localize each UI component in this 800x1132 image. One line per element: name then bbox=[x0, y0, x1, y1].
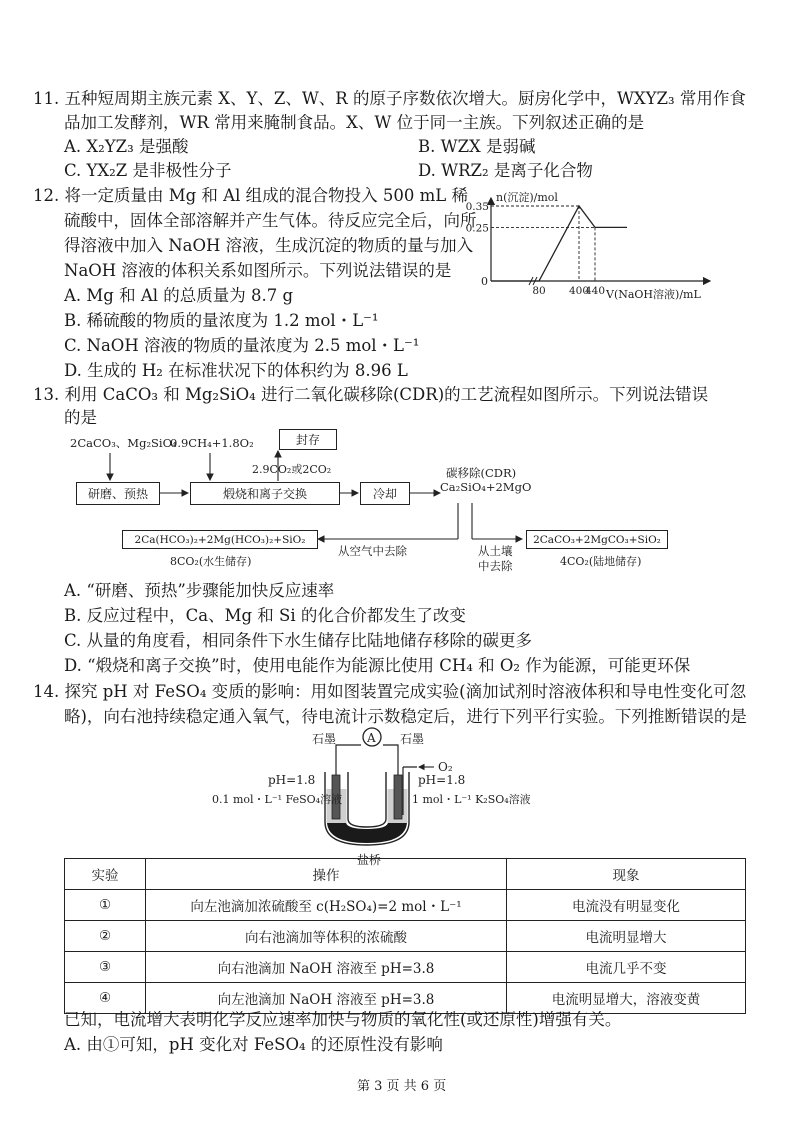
flow-land-label: 4CO₂(陆地储存) bbox=[560, 555, 642, 568]
q11-option-d: D. WRZ₂ 是离子化合物 bbox=[418, 161, 593, 180]
q13-stem-line1: 13. 利用 CaCO₃ 和 Mg₂SiO₄ 进行二氧化碳移除(CDR)的工艺流程如图所示。下列说法错误 bbox=[33, 385, 709, 404]
chart-origin: 0 bbox=[481, 275, 488, 288]
q14-note: 已知，电流增大表明化学反应速率加快与物质的氧化性(或还原性)增强有关。 bbox=[64, 1010, 622, 1029]
left-solution-label: 0.1 mol・L⁻¹ FeSO₄溶液 bbox=[212, 793, 343, 806]
table-cell: 电流明显增大，溶液变黄 bbox=[507, 983, 746, 1014]
right-solution-label: 1 mol・L⁻¹ K₂SO₄溶液 bbox=[412, 793, 531, 806]
ph-right-label: pH=1.8 bbox=[418, 773, 466, 787]
q14-option-a: A. 由①可知，pH 变化对 FeSO₄ 的还原性没有影响 bbox=[64, 1035, 443, 1054]
right-graphite-electrode bbox=[394, 775, 402, 819]
flow-water-box: 2Ca(HCO₃)₂+2Mg(HCO₃)₂+SiO₂ bbox=[122, 530, 318, 549]
page-footer: 第 3 页 共 6 页 bbox=[357, 1079, 447, 1094]
flow-cdr-label: 碳移除(CDR) bbox=[446, 466, 517, 480]
flow-soil-label-2: 中去除 bbox=[478, 559, 513, 573]
table-row bbox=[65, 890, 746, 921]
table-header-cell: 操作 bbox=[146, 859, 507, 890]
q13-option-a: A. “研磨、预热”步骤能加快反应速率 bbox=[64, 581, 335, 600]
table-header-row bbox=[65, 859, 746, 890]
flow-calcine-box: 煅烧和离子交换 bbox=[190, 482, 340, 505]
table-row bbox=[65, 952, 746, 983]
table-cell: 向左池滴加浓硫酸至 c(H₂SO₄)=2 mol・L⁻¹ bbox=[146, 890, 507, 921]
q12-option-a: A. Mg 和 Al 的总质量为 8.7 g bbox=[64, 286, 294, 305]
flow-storage-box: 封存 bbox=[279, 429, 337, 450]
flow-water-label: 8CO₂(水生储存) bbox=[170, 555, 252, 568]
flow-input-label: 2CaCO₃、Mg₂SiO₄ bbox=[70, 436, 177, 450]
q12-chart bbox=[465, 190, 720, 305]
q12-stem-line3: 得溶液中加入 NaOH 溶液，生成沉淀的物质的量与加入 bbox=[64, 236, 474, 255]
flow-land-box: 2CaCO₃+2MgCO₃+SiO₂ bbox=[526, 530, 668, 549]
q11-option-b: B. WZX 是弱碱 bbox=[418, 137, 536, 156]
table-cell: ② bbox=[65, 921, 146, 952]
salt-bridge bbox=[327, 823, 407, 843]
chart-series-line bbox=[491, 206, 627, 281]
ammeter-label: A bbox=[367, 731, 376, 745]
table-cell: 电流几乎不变 bbox=[507, 952, 746, 983]
salt-bridge-label: 盐桥 bbox=[357, 853, 382, 867]
table-cell: ④ bbox=[65, 983, 146, 1014]
q14-table bbox=[64, 858, 746, 1014]
o2-label: O₂ bbox=[438, 760, 453, 774]
table-header-cell: 实验 bbox=[65, 859, 146, 890]
flow-grind-box: 研磨、预热 bbox=[76, 482, 160, 505]
flow-co2-label: 2.9CO₂或2CO₂ bbox=[252, 463, 332, 476]
chart-y-tick-label: 0.35 bbox=[465, 201, 489, 213]
wire-right bbox=[383, 745, 398, 777]
q12-stem-line4: NaOH 溶液的体积关系如图所示。下列说法错误的是 bbox=[64, 261, 452, 280]
q13-option-b: B. 反应过程中，Ca、Mg 和 Si 的化合价都发生了改变 bbox=[64, 606, 466, 625]
flow-cool-box: 冷却 bbox=[360, 482, 410, 505]
flow-fuel-label: 0.9CH₄+1.8O₂ bbox=[170, 436, 254, 450]
table-cell: 向左池滴加 NaOH 溶液至 pH=3.8 bbox=[146, 983, 507, 1014]
q14-apparatus bbox=[212, 727, 542, 849]
q12-option-d: D. 生成的 H₂ 在标准状况下的体积约为 8.96 L bbox=[64, 361, 408, 380]
q12-stem-line2: 硫酸中，固体全部溶解并产生气体。待反应完全后，向所 bbox=[64, 211, 477, 230]
chart-y-tick-label: 0.25 bbox=[465, 222, 489, 235]
q11-option-c: C. YX₂Z 是非极性分子 bbox=[64, 161, 232, 180]
q11-stem-line2: 品加工发酵剂，WR 常用来腌制食品。X、W 位于同一主族。下列叙述正确的是 bbox=[64, 113, 645, 132]
q12-option-c: C. NaOH 溶液的物质的量浓度为 2.5 mol・L⁻¹ bbox=[64, 336, 420, 355]
q13-option-c: C. 从量的角度看，相同条件下水生储存比陆地储存移除的碳更多 bbox=[64, 631, 533, 650]
table-cell: 电流没有明显变化 bbox=[507, 890, 746, 921]
right-electrode-label: 石墨 bbox=[400, 732, 425, 746]
chart-xlabel: V(NaOH溶液)/mL bbox=[606, 288, 701, 301]
q14-stem-line1: 14. 探究 pH 对 FeSO₄ 变质的影响：用如图装置完成实验(滴加试剂时溶液体积和导电性变化可忽 bbox=[33, 682, 747, 701]
table-cell: 向右池滴加等体积的浓硫酸 bbox=[146, 921, 507, 952]
left-electrode-label: 石墨 bbox=[312, 732, 337, 746]
q14-stem-line2: 略)，向右池持续稳定通入氧气，待电流计示数稳定后，进行下列平行实验。下列推断错误的是 bbox=[64, 707, 747, 726]
q13-option-d: D. “煅烧和离子交换”时，使用电能作为能源比使用 CH₄ 和 O₂ 作为能源，可能更环保 bbox=[64, 656, 691, 675]
q12-option-b: B. 稀硫酸的物质的量浓度为 1.2 mol・L⁻¹ bbox=[64, 311, 379, 330]
table-cell: 向右池滴加 NaOH 溶液至 pH=3.8 bbox=[146, 952, 507, 983]
table-row bbox=[65, 983, 746, 1014]
table-header-cell: 现象 bbox=[507, 859, 746, 890]
chart-x-tick-label: 400 bbox=[568, 285, 590, 297]
q13-stem-line2: 的是 bbox=[64, 408, 97, 427]
chart-x-tick-label: 440 bbox=[584, 285, 606, 297]
table-cell: ③ bbox=[65, 952, 146, 983]
table-cell: 电流明显增大 bbox=[507, 921, 746, 952]
flow-air-label: 从空气中去除 bbox=[338, 544, 407, 558]
flow-cdr-product: Ca₂SiO₄+2MgO bbox=[440, 480, 532, 494]
chart-x-tick-label: 80 bbox=[532, 285, 546, 297]
ph-left-label: pH=1.8 bbox=[268, 773, 316, 787]
q11-option-a: A. X₂YZ₃ 是强酸 bbox=[64, 137, 189, 156]
q12-stem-line1: 12. 将一定质量由 Mg 和 Al 组成的混合物投入 500 mL 稀 bbox=[33, 186, 468, 205]
flow-soil-label-1: 从土壤 bbox=[478, 544, 513, 558]
chart-ylabel: n(沉淀)/mol bbox=[496, 191, 558, 204]
table-row bbox=[65, 921, 746, 952]
table-cell: ① bbox=[65, 890, 146, 921]
q11-stem-line1: 11. 五种短周期主族元素 X、Y、Z、W、R 的原子序数依次增大。厨房化学中，WXYZ₃ 常用作食 bbox=[33, 89, 746, 108]
